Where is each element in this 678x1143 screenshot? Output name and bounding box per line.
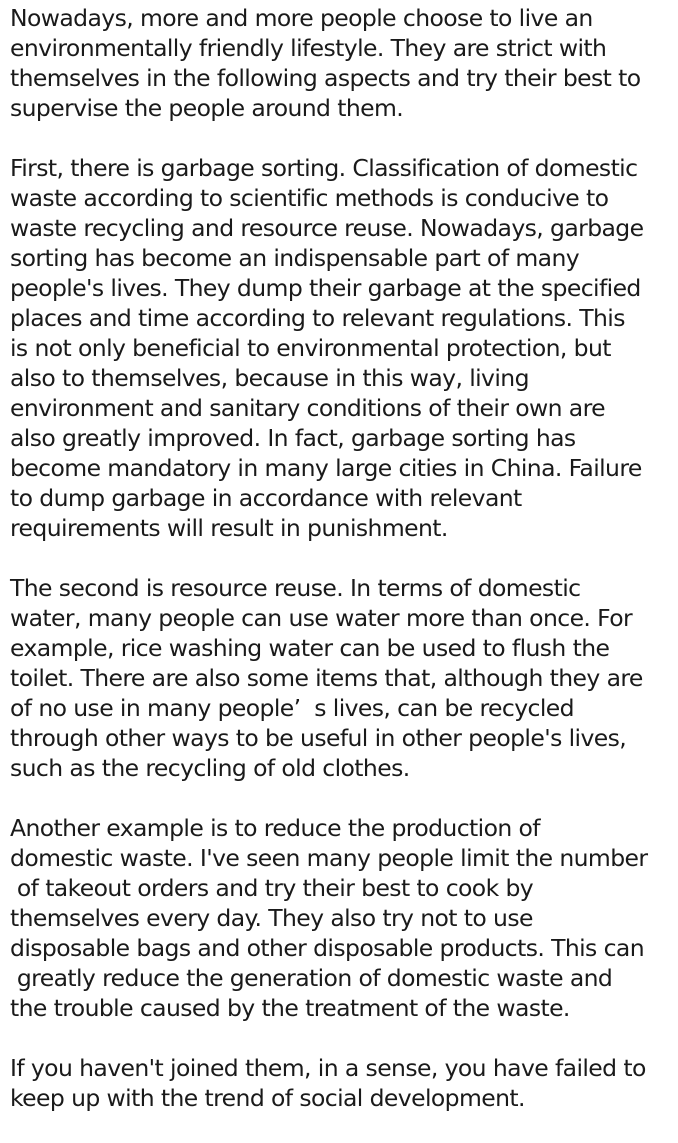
text-line: First, there is garbage sorting. Classification of domestic xyxy=(10,154,638,182)
text-line: is not only beneficial to environmental protection, but xyxy=(10,334,611,362)
text-line: supervise the people around them. xyxy=(10,94,404,122)
text-line: requirements will result in punishment. xyxy=(10,514,448,542)
paragraph-intro xyxy=(10,3,674,123)
text-line: keep up with the trend of social development. xyxy=(10,1084,525,1112)
text-line: example, rice washing water can be used to flush the xyxy=(10,634,610,662)
text-line: themselves in the following aspects and try their best to xyxy=(10,64,641,92)
paragraph-resource-reuse xyxy=(10,573,674,783)
text-line: waste recycling and resource reuse. Nowadays, garbage xyxy=(10,214,644,242)
text-line: Another example is to reduce the production of xyxy=(10,814,540,842)
text-line: themselves every day. They also try not to use xyxy=(10,904,533,932)
text-line: Nowadays, more and more people choose to live an xyxy=(10,4,593,32)
text-line: environmentally friendly lifestyle. They are strict with xyxy=(10,34,607,62)
text-line: sorting has become an indispensable part of many xyxy=(10,244,580,272)
text-line: disposable bags and other disposable products. This can xyxy=(10,934,644,962)
text-line: people's lives. They dump their garbage at the specified xyxy=(10,274,641,302)
text-line: through other ways to be useful in other people's lives, xyxy=(10,724,627,752)
text-line: greatly reduce the generation of domestic waste and xyxy=(10,964,613,992)
text-line: also to themselves, because in this way, living xyxy=(10,364,529,392)
paragraph-garbage-sorting xyxy=(10,153,674,543)
text-line: to dump garbage in accordance with relevant xyxy=(10,484,522,512)
text-line: domestic waste. I've seen many people limit the number xyxy=(10,844,648,872)
text-line: the trouble caused by the treatment of the waste. xyxy=(10,994,570,1022)
text-line: of takeout orders and try their best to cook by xyxy=(10,874,534,902)
text-line: such as the recycling of old clothes. xyxy=(10,754,410,782)
paragraph-reduce-waste xyxy=(10,813,674,1023)
text-line: If you haven't joined them, in a sense, you have failed to xyxy=(10,1054,646,1082)
document-body xyxy=(10,3,674,1143)
text-line: become mandatory in many large cities in China. Failure xyxy=(10,454,642,482)
text-line: of no use in many people’ s lives, can be recycled xyxy=(10,694,574,722)
text-line: environment and sanitary conditions of their own are xyxy=(10,394,606,422)
text-line: also greatly improved. In fact, garbage sorting has xyxy=(10,424,576,452)
text-line: places and time according to relevant regulations. This xyxy=(10,304,625,332)
text-line: water, many people can use water more than once. For xyxy=(10,604,633,632)
text-line: toilet. There are also some items that, although they are xyxy=(10,664,643,692)
text-line: The second is resource reuse. In terms of domestic xyxy=(10,574,581,602)
paragraph-conclusion xyxy=(10,1053,674,1113)
text-line: waste according to scientific methods is conducive to xyxy=(10,184,609,212)
